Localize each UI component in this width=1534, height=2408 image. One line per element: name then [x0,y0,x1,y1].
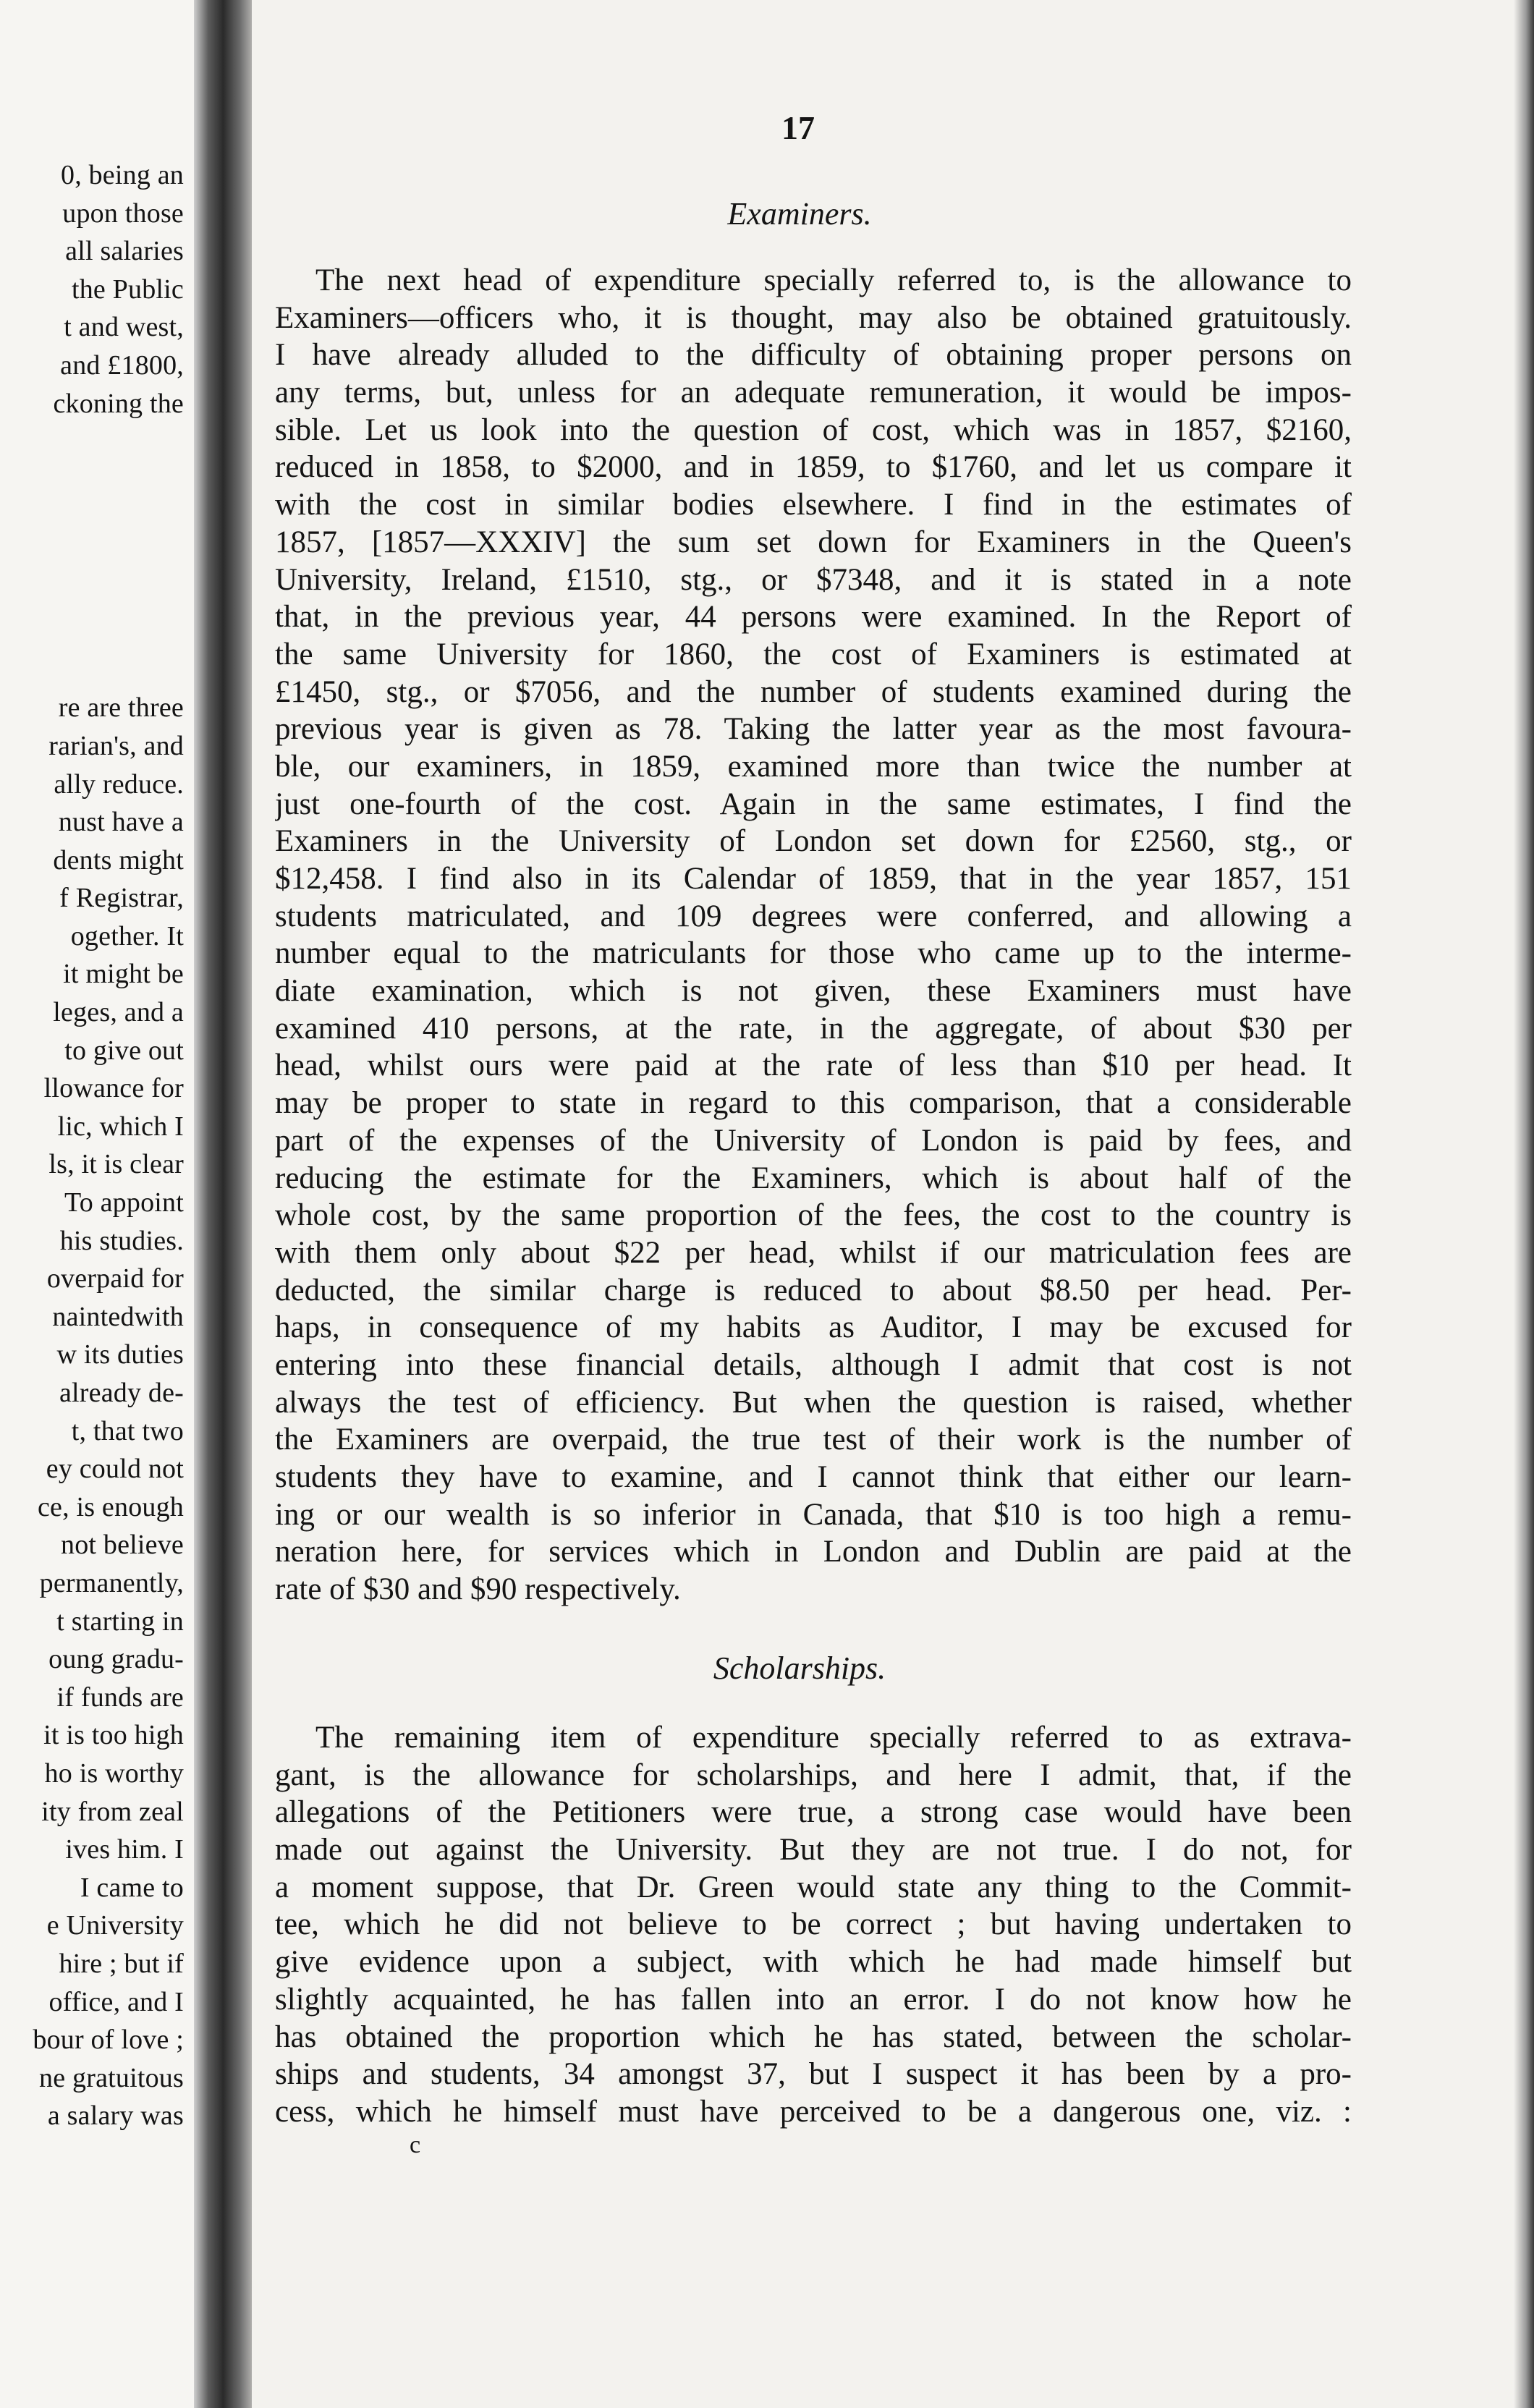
text-line: any terms, but, unless for an adequate remuneration, it would be impos- [275,376,1352,410]
text-line: neration here, for services which in London and Dublin are paid at the [275,1535,1352,1569]
left-page-line: lic, which I [57,1111,184,1142]
left-page-line: ce, is enough [37,1491,184,1522]
text-line: has obtained the proportion which he has stated, between the scholar- [275,2019,1352,2054]
book-gutter-shadow [194,0,259,2408]
text-line: entering into these financial details, although I admit that cost is not [275,1347,1352,1382]
left-page-line: it is too high [43,1720,184,1751]
page-number: 17 [781,109,815,146]
scholarships-paragraph [275,1719,1352,2131]
text-line: gant, is the allowance for scholarships, and here I admit, that, if the [275,1758,1352,1792]
left-page-line [6,575,184,614]
left-page-line: if funds are [56,1682,184,1713]
left-facing-page [0,0,210,2408]
left-page-line: ally reduce. [54,768,184,800]
text-line: tee, which he did not believe to be correct ; but having undertaken to [275,1907,1352,1942]
text-line: the same University for 1860, the cost of Examiners is estimated at [275,637,1352,671]
left-page-line: dents might [53,844,184,876]
text-line: made out against the University. But they are not true. I do not, for [275,1833,1352,1868]
text-line: with the cost in similar bodies elsewhere. I find in the estimates of [275,488,1352,522]
text-line: may be proper to state in regard to this comparison, that a considerable [275,1086,1352,1121]
left-page-line [6,499,184,537]
left-page-line: re are three [58,692,184,724]
left-page-line: already de- [59,1378,184,1408]
left-page-line: office, and I [48,1986,184,2017]
text-line: whole cost, by the same proportion of the fees, the cost to the country is [275,1198,1352,1233]
left-page-line: I came to [80,1872,184,1903]
text-line: $12,458. I find also in its Calendar of 1859, that in the year 1857, 151 [275,862,1352,896]
text-line: reduced in 1858, to $2000, and in 1859, to $1760, and let us compare it [275,450,1352,485]
left-page-line: and £1800, [60,349,184,381]
text-line: deducted, the similar charge is reduced to about $8.50 per head. Per- [275,1273,1352,1307]
text-line: The next head of expenditure specially referred to, is the allowance to [315,263,1352,297]
left-page-line: ey could not [46,1454,184,1485]
text-line: Examiners—officers who, it is thought, may also be obtained gratuitously. [275,300,1352,335]
text-line: previous year is given as 78. Taking the latter year as the most favoura- [275,712,1352,747]
text-line: diate examination, which is not given, these Examiners must have [275,974,1352,1009]
text-line: part of the expenses of the University of London is paid by fees, and [275,1123,1352,1158]
left-page-line: to give out [64,1035,184,1066]
text-line: reducing the estimate for the Examiners, which is about half of the [275,1161,1352,1195]
left-page-line: naintedwith [52,1301,184,1332]
text-line: that, in the previous year, 44 persons were examined. In the Report of [275,600,1352,635]
text-line: The remaining item of expenditure specially referred to as extrava- [315,1721,1352,1755]
left-page-line: ogether. It [70,920,184,951]
text-line: always the test of efficiency. But when the question is raised, whether [275,1385,1352,1420]
section-heading-examiners: Examiners. [727,196,872,232]
text-line: sible. Let us look into the question of cost, which was in 1857, $2160, [275,412,1352,447]
text-line: slightly acquainted, he has fallen into an error. I do not know how he [275,1982,1352,2017]
left-page-line: the Public [71,274,184,305]
left-page-line: ives him. I [65,1834,184,1865]
examiners-paragraph [275,262,1352,1608]
left-page-line: hire ; but if [59,1948,184,1979]
left-page-line: his studies. [59,1225,184,1256]
left-page-line [6,651,184,690]
left-page-line: ls, it is clear [48,1149,184,1180]
left-page-line: rarian's, and [48,730,184,761]
text-line: I have already alluded to the difficulty of obtaining proper persons on [275,338,1352,373]
left-page-line: not believe [61,1530,184,1561]
left-page-line: 0, being an [61,160,184,190]
left-page-line: To appoint [64,1187,184,1218]
text-line: ships and students, 34 amongst 37, but I suspect it has been by a pro- [275,2057,1352,2092]
text-line: allegations of the Petitioners were true, a strong case would have been [275,1795,1352,1830]
left-page-line: it might be [63,959,184,990]
text-line: rate of $30 and $90 respectively. [275,1572,681,1607]
left-page-line: all salaries [65,236,184,267]
text-line: just one-fourth of the cost. Again in the same estimates, I find the [275,787,1352,821]
left-page-line: ho is worthy [44,1758,184,1789]
left-page-line: t, that two [71,1415,184,1446]
signature-mark: c [410,2132,421,2158]
text-line: students they have to examine, and I cannot think that either our learn- [275,1460,1352,1494]
left-page-line: e University [46,1910,184,1941]
text-line: give evidence upon a subject, with which he had made himself but [275,1945,1352,1980]
left-page-line: w its duties [56,1339,184,1370]
left-page-line: f Registrar, [59,883,184,914]
text-line: a moment suppose, that Dr. Green would state any thing to the Commit- [275,1870,1352,1904]
left-page-line [6,613,184,651]
text-line: cess, which he himself must have perceived to be a dangerous one, viz. : [275,2094,1352,2129]
page-edge-shadow [1514,0,1534,2408]
text-line: University, Ireland, £1510, stg., or $7348, and it is stated in a note [275,562,1352,597]
text-line: students matriculated, and 109 degrees were conferred, and allowing a [275,899,1352,933]
text-line: ing or our wealth is so inferior in Canada, that $10 is too high a remu- [275,1497,1352,1532]
text-line: 1857, [1857—XXXIV] the sum set down for Examiners in the Queen's [275,525,1352,559]
left-page-line: a salary was [47,2100,184,2132]
text-line: haps, in consequence of my habits as Auditor, I may be excused for [275,1310,1352,1345]
left-page-line: oung gradu- [48,1644,184,1675]
left-page-line: permanently, [39,1567,184,1598]
text-line: ble, our examiners, in 1859, examined more than twice the number at [275,749,1352,784]
left-page-line: t and west, [64,312,184,343]
text-line: number equal to the matriculants for those who came up to the interme- [275,936,1352,971]
left-page-line: ckoning the [53,388,184,419]
left-page-line: overpaid for [46,1263,184,1294]
left-page-line [6,461,184,499]
text-line: the Examiners are overpaid, the true test of their work is the number of [275,1423,1352,1457]
left-page-line: leges, and a [53,997,184,1028]
left-page-line [6,423,184,461]
left-page-line: bour of love ; [33,2025,184,2056]
left-page-line: llowance for [43,1073,184,1104]
left-page-line: ne gratuitous [39,2062,184,2093]
left-page-line: t starting in [56,1606,184,1637]
left-page-text-fragments [6,156,184,2135]
text-line: Examiners in the University of London set down for £2560, stg., or [275,824,1352,859]
left-page-line: ity from zeal [41,1796,184,1827]
text-line: examined 410 persons, at the rate, in the aggregate, of about $30 per [275,1011,1352,1046]
section-heading-scholarships: Scholarships. [713,1650,886,1686]
left-page-line [6,537,184,575]
left-page-line: nust have a [58,807,184,838]
left-page-line: upon those [62,198,184,229]
text-line: with them only about $22 per head, whilst if our matriculation fees are [275,1235,1352,1270]
text-line: £1450, stg., or $7056, and the number of students examined during the [275,674,1352,709]
text-line: head, whilst ours were paid at the rate of less than $10 per head. It [275,1048,1352,1083]
